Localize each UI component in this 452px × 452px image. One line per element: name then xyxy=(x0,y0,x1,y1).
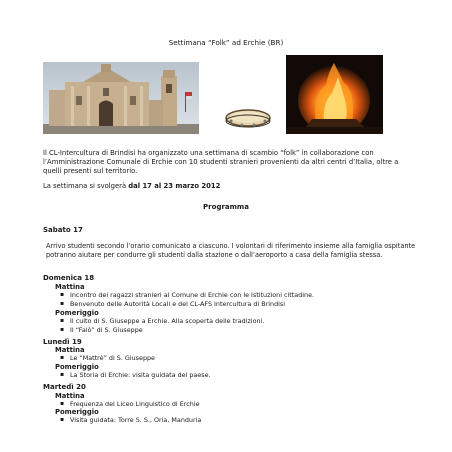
day-note: Arrivo studenti secondo l’orario comunicato a ciascuno. I volontari di riferimento insieme alla famiglia ospitante potranno aiutare per condurre gli studenti dalla stazione o dall’aeroporto a casa della famiglia stessa. xyxy=(46,242,416,259)
afternoon-label: Pomeriggio xyxy=(55,309,99,317)
day-heading: Domenica 18 xyxy=(43,274,95,282)
bonfire-photo xyxy=(286,55,383,134)
tambourine-photo xyxy=(222,105,274,131)
list-item: ▪ Benvenuto delle Autorità Locali e del CL-AFS Intercultura di Brindisi xyxy=(60,300,314,309)
dates-prefix: La settimana si svolgerà xyxy=(43,182,129,190)
document-title: Settimana “Folk” ad Erchie (BR) xyxy=(168,38,284,47)
list-item: ▪ Il culto di S. Giuseppe a Erchie. Alla scoperta delle tradizioni. xyxy=(60,317,264,326)
day-heading: Martedì 20 xyxy=(43,383,86,391)
afternoon-list xyxy=(60,416,201,425)
morning-list xyxy=(60,291,314,308)
day-heading: Lunedì 19 xyxy=(43,338,82,346)
day-heading: Sabato 17 xyxy=(43,226,83,234)
list-item: ▪ Le “Mattrè” di S. Giuseppe xyxy=(60,354,155,363)
afternoon-list xyxy=(60,317,264,334)
list-item: ▪ Visita guidata: Torre S. S., Oria, Manduria xyxy=(60,416,201,425)
list-item: ▪ Il “Falò” di S. Giuseppe xyxy=(60,326,264,335)
afternoon-label: Pomeriggio xyxy=(55,363,99,371)
dates-paragraph xyxy=(43,182,413,191)
morning-list xyxy=(60,354,155,363)
list-item: ▪ La Storia di Erchie: visita guidata del paese. xyxy=(60,371,211,380)
dates-range: dal 17 al 23 marzo 2012 xyxy=(128,182,221,190)
morning-label: Mattina xyxy=(55,283,85,291)
morning-label: Mattina xyxy=(55,392,85,400)
church-photo xyxy=(43,62,199,134)
intro-paragraph: Il CL-Intercultura di Brindisi ha organizzato una settimana di scambio “folk” in collaborazione con l’Amministrazione Comunale di Erchie con 10 studenti stranieri provenienti da altri centri d’Italia, oltre a quelli presenti sul territorio. xyxy=(43,149,399,175)
program-heading: Programma xyxy=(203,203,249,211)
list-item: ▪ Incontro dei ragazzi stranieri al Comune di Erchie con le Istituzioni cittadine. xyxy=(60,291,314,300)
morning-label: Mattina xyxy=(55,346,85,354)
afternoon-label: Pomeriggio xyxy=(55,408,99,416)
afternoon-list xyxy=(60,371,211,380)
list-item: ▪ Frequenza del Liceo Linguistico di Erchie xyxy=(60,400,200,409)
